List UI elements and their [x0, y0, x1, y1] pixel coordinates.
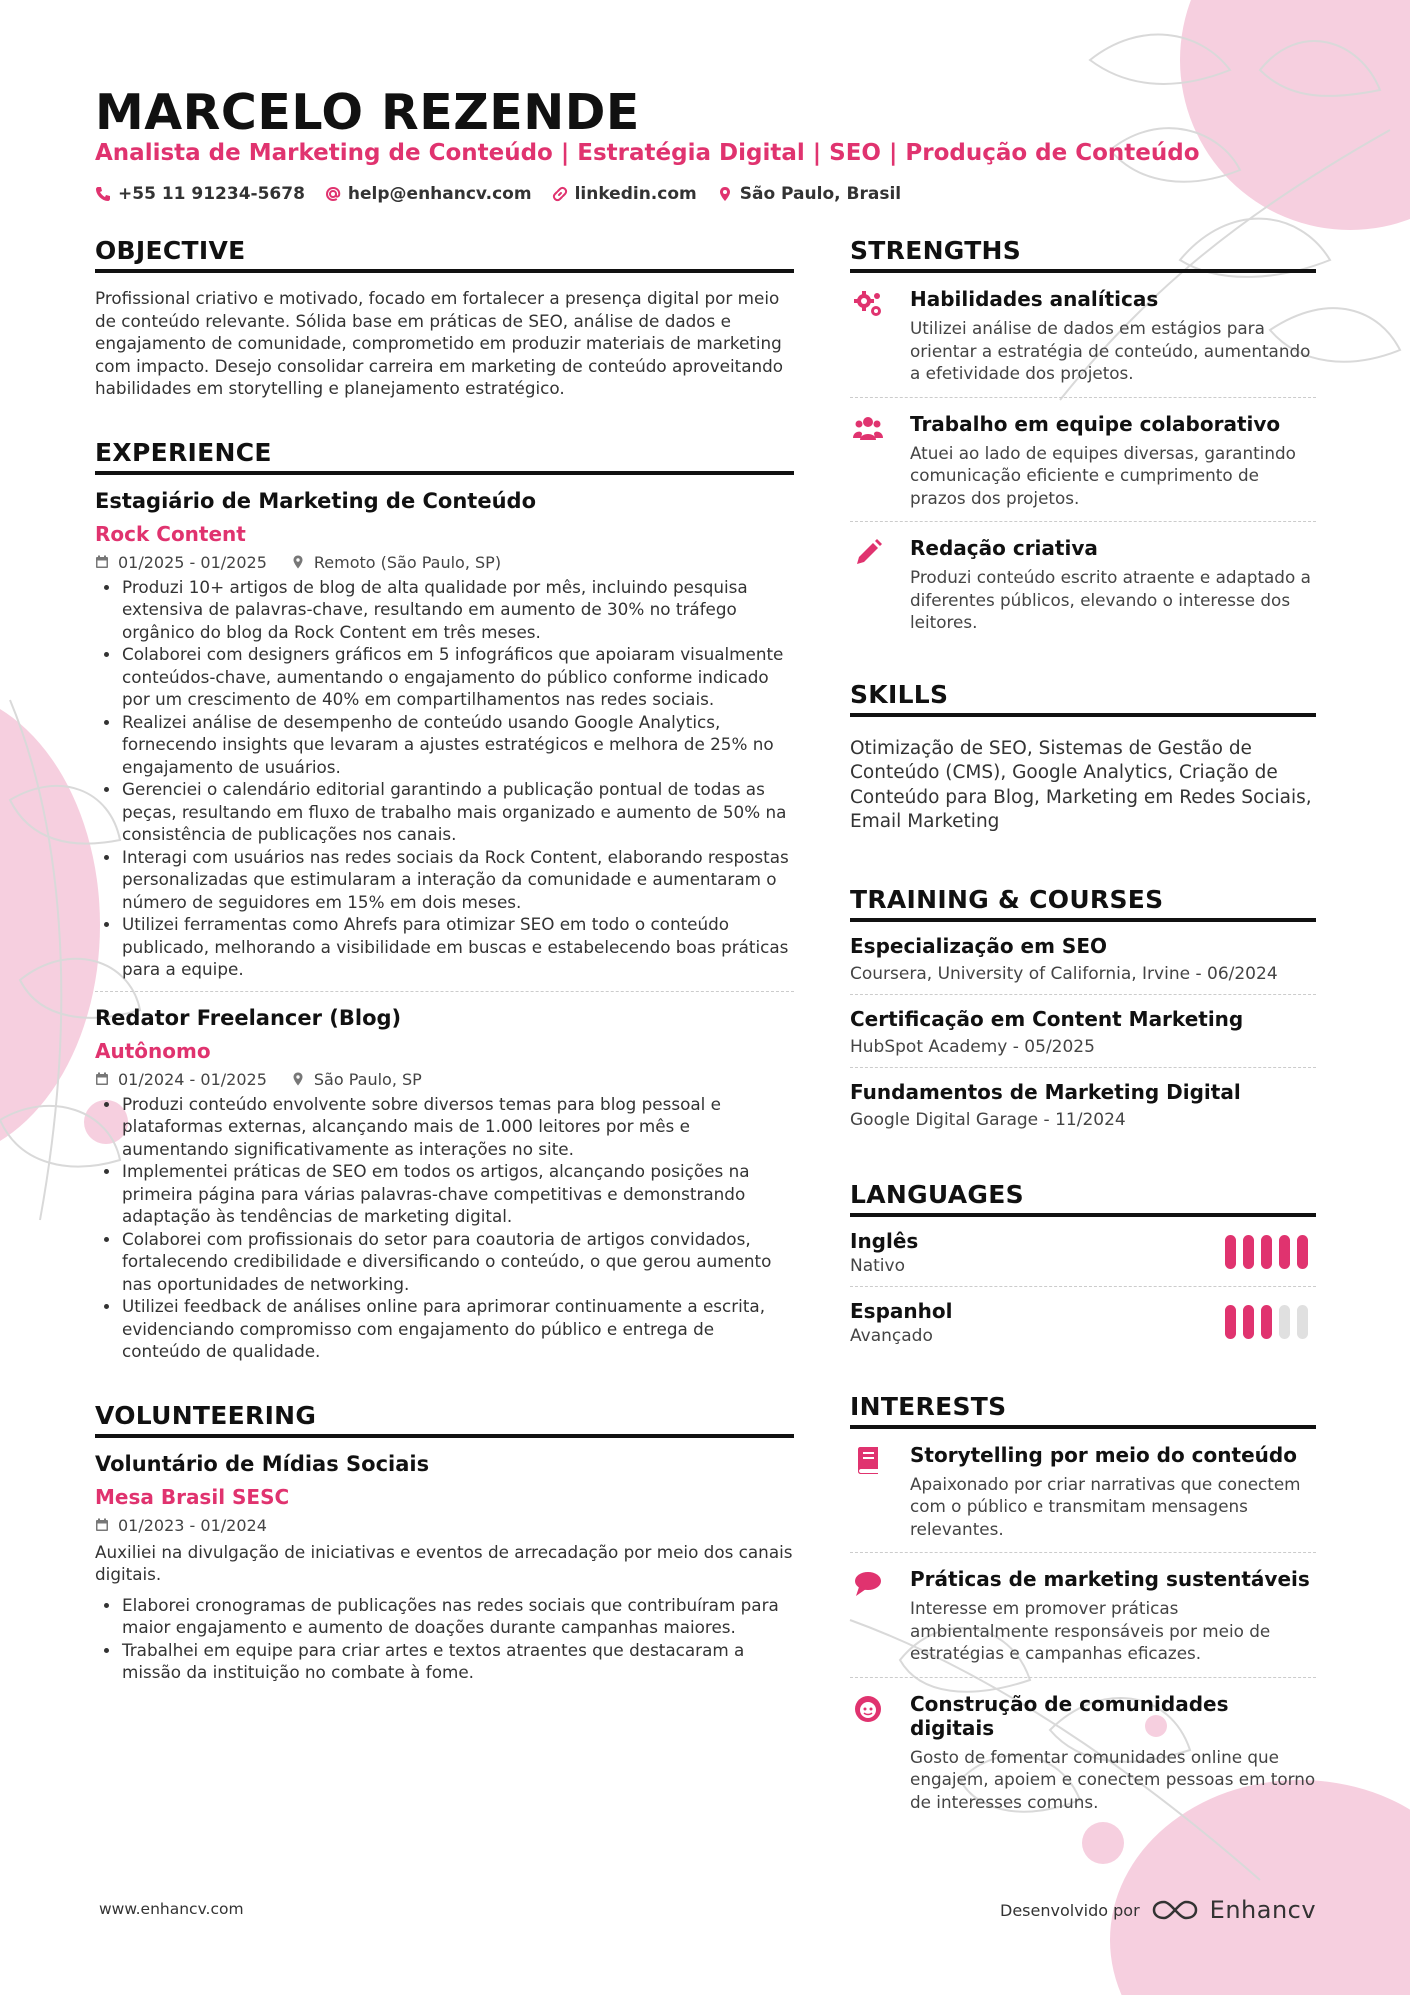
course-title: Fundamentos de Marketing Digital: [850, 1079, 1241, 1104]
headline: Analista de Marketing de Conteúdo | Estratégia Digital | SEO | Produção de Conteúdo: [95, 140, 1200, 166]
interest-desc: Apaixonado por criar narrativas que conectem com o público e transmitam mensagens relevantes.: [910, 1473, 1301, 1539]
list-item: Gerenciei o calendário editorial garantindo a publicação pontual de todas as peças, resultando em fluxo de trabalho mais organizado e aumento de 50% na consistência de publicações nos canais.: [95, 778, 794, 846]
company-name: Rock Content: [95, 521, 246, 546]
section-title-objective: OBJECTIVE: [95, 236, 794, 273]
job-title: Redator Freelancer (Blog): [95, 1005, 402, 1030]
interests-section: [850, 1392, 1316, 1826]
section-title-training: TRAINING & COURSES: [850, 885, 1316, 922]
contact-bar: [95, 184, 901, 204]
strength-title: Redação criativa: [910, 536, 1098, 560]
volunteer-role: Voluntário de Mídias Sociais: [95, 1451, 430, 1476]
job-location: [291, 1070, 422, 1089]
course-item: [850, 922, 1316, 995]
language-level: Nativo: [850, 1255, 905, 1276]
rating-bar: [1243, 1235, 1254, 1269]
list-item: Utilizei ferramentas como Ahrefs para otimizar SEO em todo o conteúdo publicado, melhorando a visibilidade em buscas e estabelecendo boas práticas para a equipe.: [95, 913, 794, 981]
rating-bar: [1261, 1305, 1272, 1339]
language-item: [850, 1217, 1316, 1287]
language-rating: [1225, 1305, 1308, 1339]
languages-section: [850, 1180, 1316, 1356]
job-dates-text: 01/2024 - 01/2025: [118, 1069, 267, 1089]
phone-icon: [95, 186, 111, 202]
strength-title: Trabalho em equipe colaborativo: [910, 411, 1281, 436]
location-pin-icon: [291, 1072, 305, 1086]
skills-section: [850, 680, 1316, 835]
list-item: Colaborei com designers gráficos em 5 infográficos que apoiaram visualmente conteúdos-chave, aumentando o engajamento do público conforme indicado por um crescimento de 40% em compartilhamentos nas redes sociais.: [95, 643, 794, 711]
interest-item: [850, 1429, 1316, 1554]
list-item: Implementei práticas de SEO em todos os artigos, alcançando posições na primeira página para várias palavras-chave competitivas e demonstrando adaptação às tendências de marketing digital.: [95, 1160, 794, 1228]
volunteering-section: [95, 1401, 794, 1684]
calendar-icon: [95, 555, 109, 569]
job-location-text: Remoto (São Paulo, SP): [313, 552, 502, 572]
job-meta: [95, 1070, 794, 1089]
strength-item: [850, 273, 1316, 398]
volunteer-org: Mesa Brasil SESC: [95, 1484, 290, 1509]
section-title-skills: SKILLS: [850, 680, 1316, 717]
rating-bar: [1225, 1305, 1236, 1339]
job-dates: [95, 553, 267, 572]
at-icon: [325, 186, 341, 202]
left-column: [95, 236, 794, 1684]
interest-item: [850, 1678, 1316, 1826]
job-location-text: São Paulo, SP: [313, 1069, 422, 1089]
list-item: Elaborei cronogramas de publicações nas redes sociais que contribuíram para maior engajamento e aumento de doações durante campanhas maiores.: [95, 1594, 794, 1639]
course-provider: Coursera, University of California, Irvine - 06/2024: [850, 963, 1278, 984]
list-item: Produzi conteúdo envolvente sobre diversos temas para blog pessoal e plataformas externas, alcançando mais de 1.000 leitores por mês e aumentando significativamente as interações no site.: [95, 1093, 794, 1161]
contact-location: [717, 184, 901, 204]
company-name: Autônomo: [95, 1038, 211, 1063]
language-level: Avançado: [850, 1325, 933, 1346]
job-location: [291, 553, 501, 572]
language-name: Inglês: [850, 1228, 919, 1253]
rating-bar: [1261, 1235, 1272, 1269]
rating-bar: [1279, 1305, 1290, 1339]
pencil-icon: [850, 536, 886, 634]
interest-title: Storytelling por meio do conteúdo: [910, 1442, 1297, 1467]
calendar-icon: [95, 1518, 109, 1532]
calendar-icon: [95, 1072, 109, 1086]
section-title-volunteering: VOLUNTEERING: [95, 1401, 794, 1438]
volunteer-summary: Auxiliei na divulgação de iniciativas e eventos de arrecadação por meio dos canais digitais.: [95, 1541, 793, 1584]
location-pin-icon: [291, 555, 305, 569]
strength-desc: Atuei ao lado de equipes diversas, garantindo comunicação eficiente e cumprimento de prazos dos projetos.: [910, 442, 1296, 508]
section-title-languages: LANGUAGES: [850, 1180, 1316, 1217]
list-item: Colaborei com profissionais do setor para coautoria de artigos convidados, fortalecendo credibilidade e diversificando o conteúdo, o que gerou aumento nas oportunidades de networking.: [95, 1228, 794, 1296]
interest-desc: Interesse em promover práticas ambientalmente responsáveis por meio de estratégias e campanhas eficazes.: [910, 1598, 1271, 1663]
location-pin-icon: [717, 186, 733, 202]
strengths-section: [850, 236, 1316, 646]
right-column: [850, 236, 1316, 1825]
rating-bar: [1297, 1305, 1308, 1339]
course-provider: Google Digital Garage - 11/2024: [850, 1109, 1126, 1130]
list-item: Interagi com usuários nas redes sociais da Rock Content, elaborando respostas personalizadas que estimularam a interação da comunidade e aumentaram o número de seguidores em 15% em dois meses.: [95, 846, 794, 914]
section-title-experience: EXPERIENCE: [95, 438, 794, 475]
rating-bar: [1279, 1235, 1290, 1269]
strength-item: [850, 522, 1316, 646]
course-item: [850, 995, 1316, 1068]
section-title-strengths: STRENGTHS: [850, 236, 1316, 273]
language-item: [850, 1287, 1316, 1356]
strength-title: Habilidades analíticas: [910, 287, 1159, 311]
interest-desc: Gosto de fomentar comunidades online que engajem, apoiem e conectem pessoas em torno de interesses comuns.: [910, 1746, 1316, 1812]
gears-icon: [850, 287, 886, 385]
candidate-name: MARCELO REZENDE: [95, 84, 640, 141]
contact-linkedin[interactable]: [552, 184, 697, 204]
footer-url[interactable]: www.enhancv.com: [99, 1900, 244, 1918]
footer-brand[interactable]: [1000, 1896, 1316, 1924]
contact-phone[interactable]: [95, 184, 305, 204]
volunteer-dates-text: 01/2023 - 01/2024: [118, 1515, 267, 1535]
strength-item: [850, 398, 1316, 523]
location-text: São Paulo, Brasil: [739, 184, 902, 204]
section-title-interests: INTERESTS: [850, 1392, 1316, 1429]
link-icon: [552, 186, 568, 202]
volunteer-dates: [95, 1516, 267, 1535]
experience-section: [95, 438, 794, 1363]
interest-title: Práticas de marketing sustentáveis: [910, 1567, 1310, 1591]
course-title: Especialização em SEO: [850, 933, 1107, 958]
language-rating: [1225, 1235, 1308, 1269]
book-icon: [850, 1443, 886, 1541]
list-item: Produzi 10+ artigos de blog de alta qualidade por mês, incluindo pesquisa extensiva de palavras-chave, resultando em aumento de 30% no tráfego orgânico do blog da Rock Content em três meses.: [95, 576, 794, 644]
email-text: help@enhancv.com: [347, 184, 532, 204]
skills-text: Otimização de SEO, Sistemas de Gestão de Conteúdo (CMS), Google Analytics, Criação de Conteúdo para Blog, Marketing em Redes Sociais, Email Marketing: [850, 737, 1312, 832]
job-title: Estagiário de Marketing de Conteúdo: [95, 488, 536, 513]
objective-text: Profissional criativo e motivado, focado em fortalecer a presença digital por meio de conteúdo relevante. Sólida base em práticas de SEO, análise de dados e engajamento de comunidade, comprometido em produzir materiais de marketing com impacto. Desejo consolidar carreira em marketing de conteúdo aproveitando habilidades em storytelling e planejamento estratégico.: [95, 288, 784, 398]
course-item: [850, 1068, 1316, 1140]
course-provider: HubSpot Academy - 05/2025: [850, 1036, 1095, 1057]
training-section: [850, 885, 1316, 1140]
language-name: Espanhol: [850, 1298, 953, 1323]
interest-item: [850, 1553, 1316, 1678]
volunteer-bullets: [95, 1594, 794, 1684]
job-bullets: [95, 1093, 794, 1363]
job-dates: [95, 1070, 267, 1089]
enhancv-logo-icon: [1152, 1898, 1198, 1922]
team-icon: [850, 412, 886, 510]
job-bullets: [95, 576, 794, 981]
rating-bar: [1297, 1235, 1308, 1269]
speech-bubble-icon: [850, 1567, 886, 1665]
strength-desc: Produzi conteúdo escrito atraente e adaptado a diferentes públicos, elevando o interesse dos leitores.: [910, 567, 1311, 632]
contact-email[interactable]: [325, 184, 532, 204]
phone-text: +55 11 91234-5678: [118, 184, 305, 204]
strength-desc: Utilizei análise de dados em estágios para orientar a estratégia de conteúdo, aumentando a efetividade dos projetos.: [910, 318, 1311, 383]
experience-entry: [95, 1006, 794, 1363]
experience-entry: [95, 489, 794, 981]
linkedin-text: linkedin.com: [574, 184, 697, 204]
list-item: Realizei análise de desempenho de conteúdo usando Google Analytics, fornecendo insights que levaram a ajustes estratégicos e melhora de 25% no engajamento de usuários.: [95, 711, 794, 779]
list-item: Utilizei feedback de análises online para aprimorar continuamente a escrita, evidenciando compromisso com engajamento do público e entrega de conteúdo de qualidade.: [95, 1295, 794, 1363]
course-title: Certificação em Content Marketing: [850, 1006, 1244, 1031]
powered-by-text: Desenvolvido por: [1000, 1900, 1140, 1920]
interest-title: Construção de comunidades digitais: [910, 1691, 1229, 1740]
objective-section: [95, 236, 794, 400]
community-icon: [850, 1692, 886, 1814]
divider: [95, 991, 794, 992]
job-meta: [95, 553, 794, 572]
brand-name: Enhancv: [1209, 1896, 1317, 1924]
list-item: Trabalhei em equipe para criar artes e textos atraentes que destacaram a missão da instituição no combate à fome.: [95, 1639, 794, 1684]
rating-bar: [1243, 1305, 1254, 1339]
rating-bar: [1225, 1235, 1236, 1269]
volunteer-meta: [95, 1516, 794, 1535]
job-dates-text: 01/2025 - 01/2025: [118, 552, 267, 572]
